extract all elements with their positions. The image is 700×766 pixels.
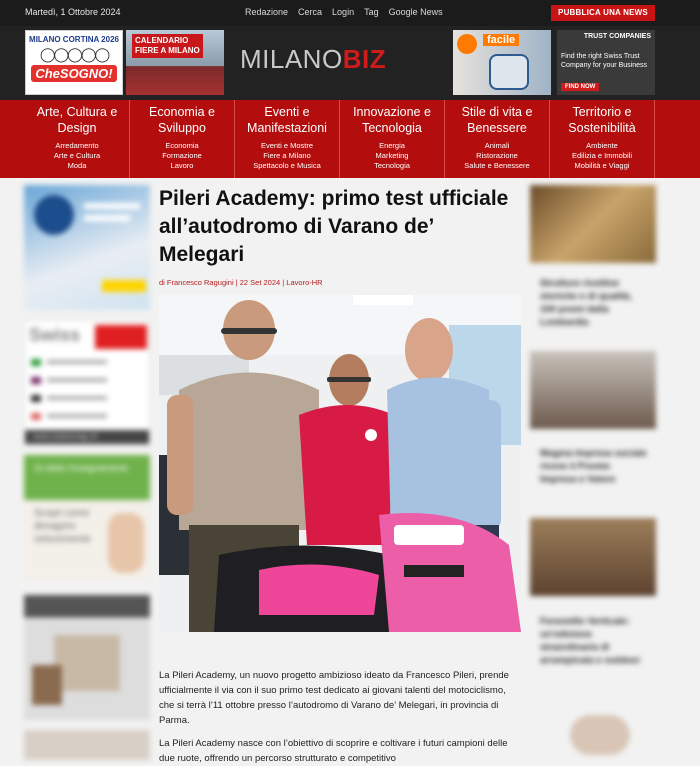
subcategory-link[interactable]: Marketing — [375, 151, 409, 160]
related-thumb[interactable] — [530, 185, 656, 263]
subcategory-link[interactable]: Animali — [484, 141, 510, 150]
subcategory-link[interactable]: Mobilità e Viaggi — [574, 161, 630, 170]
subcategory-link[interactable]: Economia — [165, 141, 199, 150]
subcategory-link[interactable]: Spettacolo e Musica — [253, 161, 321, 170]
top-nav-tag[interactable]: Tag — [364, 7, 379, 17]
related-title[interactable]: Magma Impresa sociale riceve il Premio Impresa e Valore — [540, 448, 647, 485]
ad-milano-cortina-title: MILANO CORTINA 2026 — [29, 35, 119, 44]
top-nav-redazione[interactable]: Redazione — [245, 7, 289, 17]
related-thumb[interactable] — [530, 518, 656, 596]
site-logo[interactable] — [240, 44, 386, 75]
subcategory-link[interactable]: Edilizia e Immobili — [571, 151, 633, 160]
category-title: Stile di vita e Benessere — [461, 105, 533, 135]
site-header — [0, 26, 700, 100]
ad-facile-title: facile — [483, 34, 519, 46]
ad-diet-line1: Gi detto l'insegnamento — [34, 463, 129, 473]
ad-calendario-line2: FIERE A MILANO — [135, 46, 200, 55]
ad-swiss-trust[interactable] — [557, 30, 655, 95]
ad-medical-banner[interactable] — [24, 185, 150, 310]
ad-bottom[interactable] — [24, 730, 150, 760]
olympic-rings-icon: ◯◯◯◯◯ — [39, 46, 109, 62]
subcategory-link[interactable]: Arredamento — [55, 141, 99, 150]
category-economia[interactable] — [130, 100, 235, 178]
ad-trust-cta: FIND NOW — [561, 83, 599, 91]
related-title[interactable]: Fenomillo Verticale: un'edizione straordinaria di arrampicata e outdoor — [540, 616, 641, 666]
publish-news-button[interactable]: PUBBLICA UNA NEWS — [551, 5, 655, 21]
ad-swissmag-label: Swiss — [29, 325, 81, 345]
category-innovazione[interactable] — [340, 100, 445, 178]
ad-calendario-fiere[interactable] — [126, 30, 224, 95]
top-nav-login[interactable]: Login — [332, 7, 355, 17]
ad-room[interactable] — [24, 595, 150, 720]
article-photo — [159, 295, 521, 632]
article — [159, 185, 521, 766]
related-thumb[interactable] — [530, 351, 656, 429]
article-paragraph-1: La Pileri Academy, un nuovo progetto ambizioso ideato da Francesco Pileri, prende ufficialmente il via con il suo primo test dedicato ai giovani talenti del motociclismo, che si terrà l’11 ottobre presso l’autodromo di Varano de’ Melegari, in provincia di Parma. — [159, 670, 509, 726]
category-territorio[interactable] — [550, 100, 655, 178]
orthopedic-brace-icon — [489, 54, 529, 90]
logo-biz: BIZ — [342, 44, 387, 74]
category-title: Arte, Cultura e Design — [36, 105, 118, 135]
category-title: Territorio e Sostenibilità — [568, 105, 636, 135]
ad-milano-cortina[interactable] — [25, 30, 123, 95]
current-date: Martedì, 1 Ottobre 2024 — [25, 7, 121, 17]
subcategory-link[interactable]: Moda — [67, 161, 87, 170]
subcategory-link[interactable]: Ambiente — [586, 141, 618, 150]
ad-swissmag-url: www.swissmag.ch — [25, 430, 149, 444]
ad-calendario-label — [132, 34, 203, 58]
category-arte-cultura[interactable] — [25, 100, 130, 178]
ad-swissmag[interactable] — [24, 320, 150, 445]
subcategory-link[interactable]: Lavoro — [170, 161, 194, 170]
subcategory-link[interactable]: Ristorazione — [476, 151, 518, 160]
top-bar — [0, 0, 700, 26]
ad-diet-line2: Scopri come dimagrire velocemente — [34, 508, 91, 545]
ad-trust-brand: TRUST COMPANIES — [583, 33, 651, 40]
subcategory-link[interactable]: Fiere a Milano — [263, 151, 311, 160]
subcategory-link[interactable]: Eventi e Mostre — [260, 141, 314, 150]
category-stile-di-vita[interactable] — [445, 100, 550, 178]
category-title: Economia e Sviluppo — [148, 105, 215, 135]
facile-logo-icon — [457, 34, 477, 54]
ad-facile-ortopedia[interactable] — [453, 30, 551, 95]
ad-calendario-line1: CALENDARIO — [135, 36, 189, 45]
top-nav — [245, 7, 443, 17]
logo-milano: MILANO — [240, 44, 343, 74]
ad-milano-cortina-slogan: CheSOGNO! — [31, 65, 116, 82]
ad-trust-text: Find the right Swiss Trust Company for your Business — [561, 53, 647, 69]
article-meta[interactable]: di Francesco Ragugini | 22 Set 2024 | Lavoro-HR — [159, 278, 323, 287]
article-photo-illustration — [159, 295, 521, 632]
subcategory-link[interactable]: Tecnologia — [374, 161, 410, 170]
category-eventi[interactable] — [235, 100, 340, 178]
category-nav — [0, 100, 700, 178]
subcategory-link[interactable]: Salute e Benessere — [464, 161, 530, 170]
top-nav-google-news[interactable]: Google News — [388, 7, 443, 17]
top-nav-cerca[interactable]: Cerca — [298, 7, 323, 17]
subcategory-link[interactable]: Formazione — [162, 151, 202, 160]
category-title: Eventi e Manifestazioni — [247, 105, 327, 135]
related-title[interactable]: Strutture ricettive storiche e di qualità, 100 premi dalla Lombardia — [540, 278, 632, 328]
article-paragraph-2: La Pileri Academy nasce con l’obiettivo di scoprire e coltivare i futuri campioni delle due ruote, offrendo un percorso strutturato e competitivo — [159, 738, 508, 764]
subcategory-link[interactable]: Energia — [379, 141, 405, 150]
article-headline: Pileri Academy: primo test ufficiale all’autodromo di Varano de’ Melegari — [159, 187, 509, 266]
ad-diet[interactable] — [24, 455, 150, 580]
related-thumb[interactable] — [570, 715, 630, 755]
subcategory-link[interactable]: Arte e Cultura — [53, 151, 101, 160]
category-title: Innovazione e Tecnologia — [353, 105, 431, 135]
